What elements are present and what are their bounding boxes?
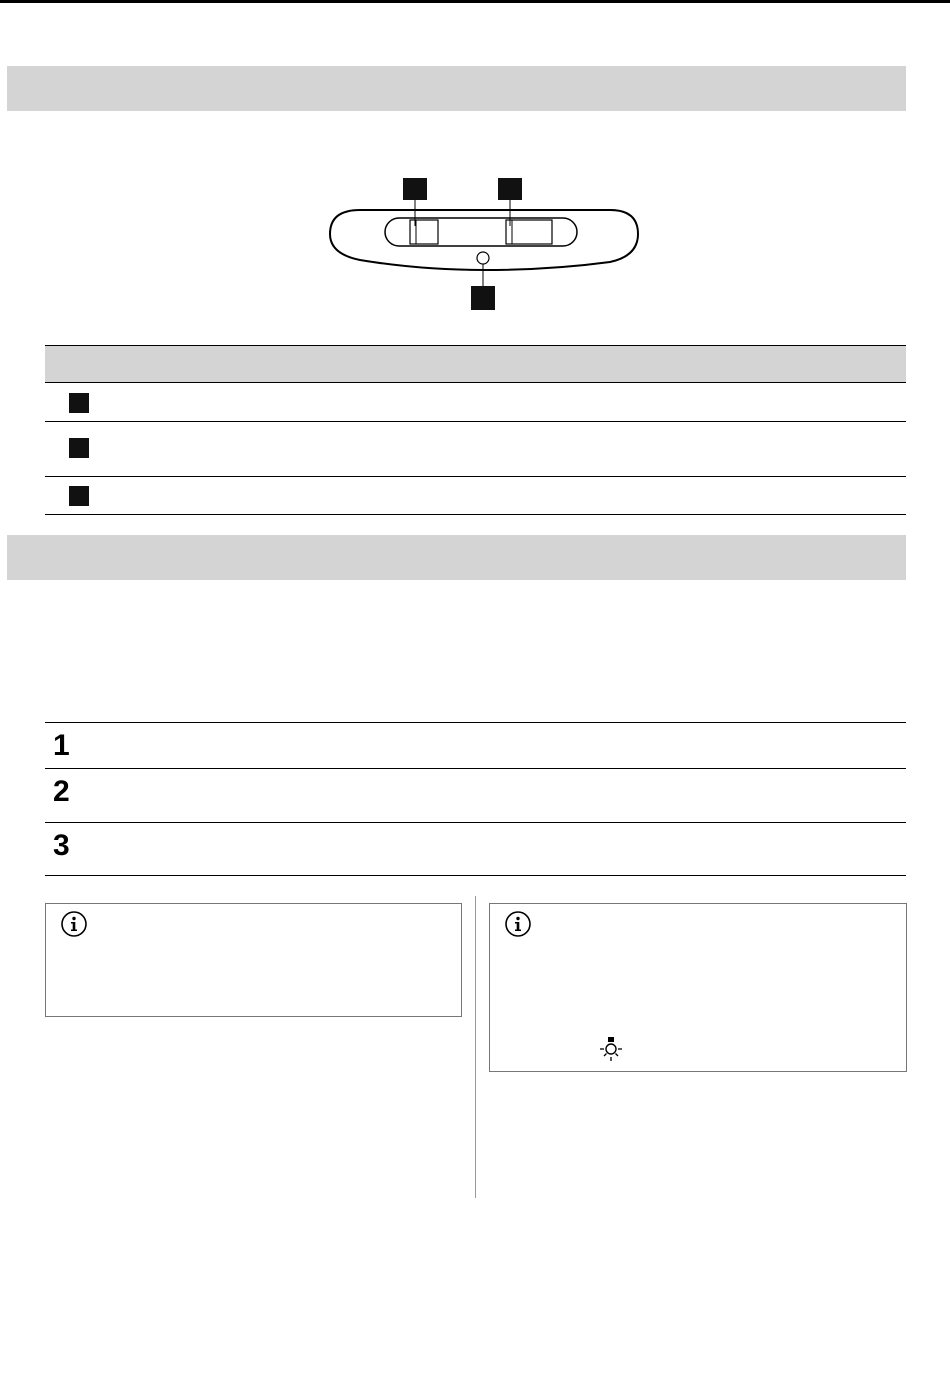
step-number: 2 xyxy=(53,775,70,808)
callout-marker xyxy=(69,438,89,458)
steps-list xyxy=(45,722,906,876)
callout-marker xyxy=(471,286,495,310)
section-header-band xyxy=(7,66,906,111)
indicator-light xyxy=(477,252,489,264)
callout-marker xyxy=(403,178,427,200)
light-bulb-icon xyxy=(599,1036,623,1064)
table-row xyxy=(45,477,906,515)
list-item xyxy=(45,723,906,769)
list-item xyxy=(45,769,906,823)
right-knob[interactable] xyxy=(506,220,552,244)
control-panel-illustration xyxy=(320,170,650,315)
controls-table xyxy=(45,345,906,515)
callout-marker xyxy=(498,178,522,200)
step-number: 3 xyxy=(53,829,70,862)
info-note xyxy=(489,903,907,1072)
list-item xyxy=(45,823,906,876)
top-rule xyxy=(0,0,950,3)
step-number: 1 xyxy=(53,729,70,762)
callout-marker xyxy=(69,486,89,506)
table-row xyxy=(45,383,906,422)
info-note xyxy=(45,903,462,1017)
info-icon xyxy=(60,910,88,938)
section-header-band xyxy=(7,535,906,580)
control-panel-diagram xyxy=(320,170,650,315)
info-icon xyxy=(504,910,532,938)
table-row xyxy=(45,422,906,477)
table-header xyxy=(45,345,906,383)
column-divider xyxy=(475,896,476,1198)
callout-marker xyxy=(69,393,89,413)
left-knob[interactable] xyxy=(410,220,438,244)
